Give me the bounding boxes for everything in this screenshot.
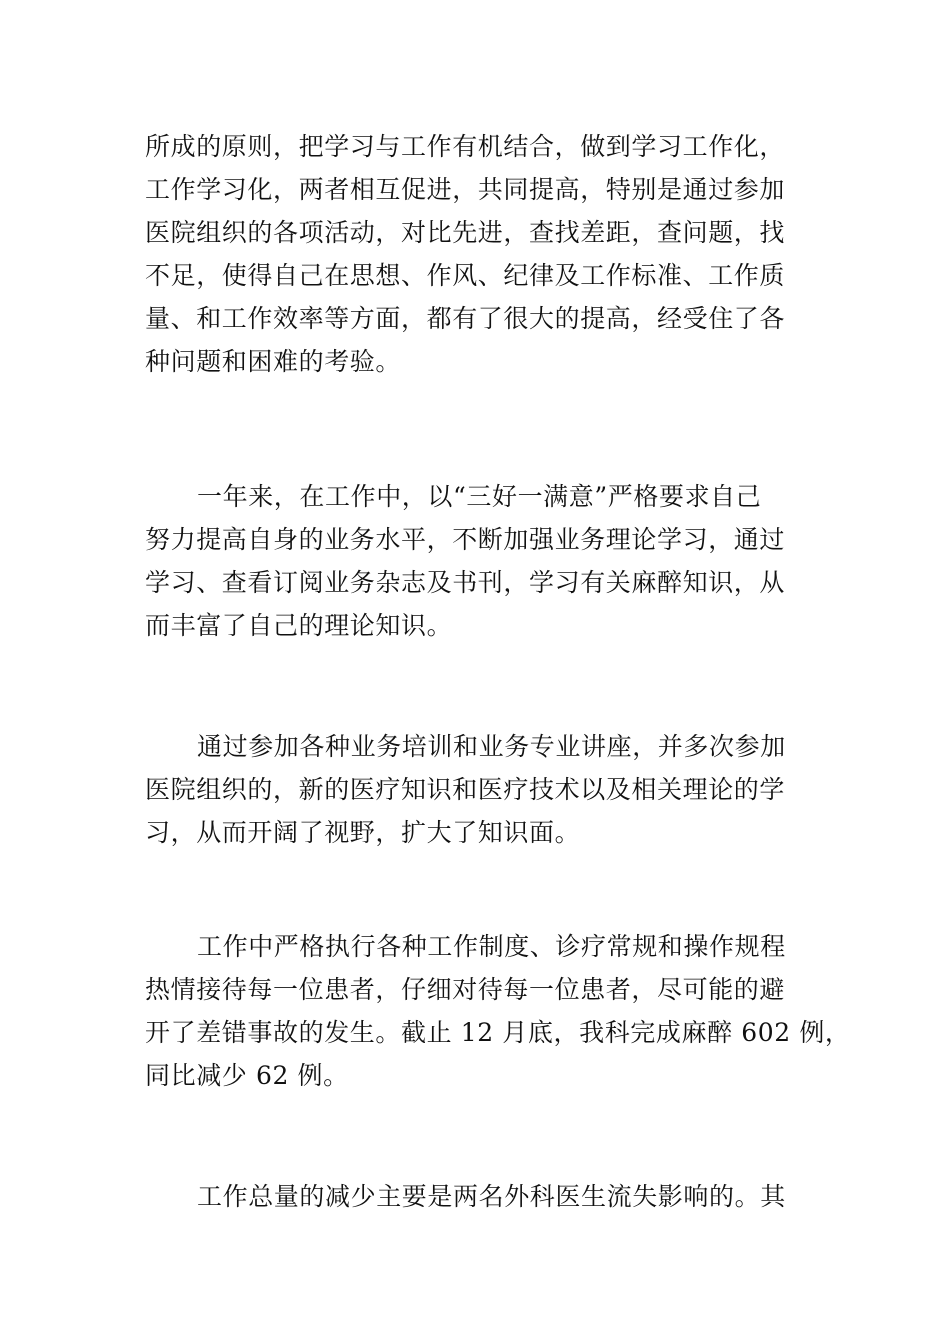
paragraph-2	[145, 480, 810, 642]
text-line: 学习、查看订阅业务杂志及书刊，学习有关麻醉知识，从	[145, 568, 786, 597]
paragraph-4	[145, 930, 851, 1092]
text-line: 种问题和困难的考验。	[145, 347, 402, 376]
text-line: 工作学习化，两者相互促进，共同提高，特别是通过参加	[145, 175, 786, 204]
text-line: 习，从而开阔了视野，扩大了知识面。	[145, 818, 581, 847]
paragraph-1	[145, 130, 810, 378]
text-line: 通过参加各种业务培训和业务专业讲座，并多次参加	[197, 732, 786, 761]
text-line: 工作中严格执行各种工作制度、诊疗常规和操作规程	[197, 932, 786, 961]
text-line: 热情接待每一位患者，仔细对待每一位患者，尽可能的避	[145, 975, 786, 1004]
text-line: 一年来，在工作中，以“三好一满意”严格要求自己	[197, 482, 762, 511]
text-line: 开了差错事故的发生。截止 12 月底，我科完成麻醉 602 例，	[145, 1018, 851, 1047]
text-line: 工作总量的减少主要是两名外科医生流失影响的。其	[197, 1182, 786, 1211]
text-line: 所成的原则，把学习与工作有机结合，做到学习工作化，	[145, 132, 786, 161]
text-line: 不足，使得自己在思想、作风、纪律及工作标准、工作质	[145, 261, 786, 290]
text-line: 努力提高自身的业务水平，不断加强业务理论学习，通过	[145, 525, 786, 554]
text-line: 医院组织的，新的医疗知识和医疗技术以及相关理论的学	[145, 775, 786, 804]
text-line: 同比减少 62 例。	[145, 1061, 349, 1090]
text-line: 医院组织的各项活动，对比先进，查找差距，查问题，找	[145, 218, 786, 247]
text-line: 而丰富了自己的理论知识。	[145, 611, 453, 640]
text-line: 量、和工作效率等方面，都有了很大的提高，经受住了各	[145, 304, 786, 333]
paragraph-3	[145, 730, 810, 849]
paragraph-5	[145, 1180, 810, 1213]
